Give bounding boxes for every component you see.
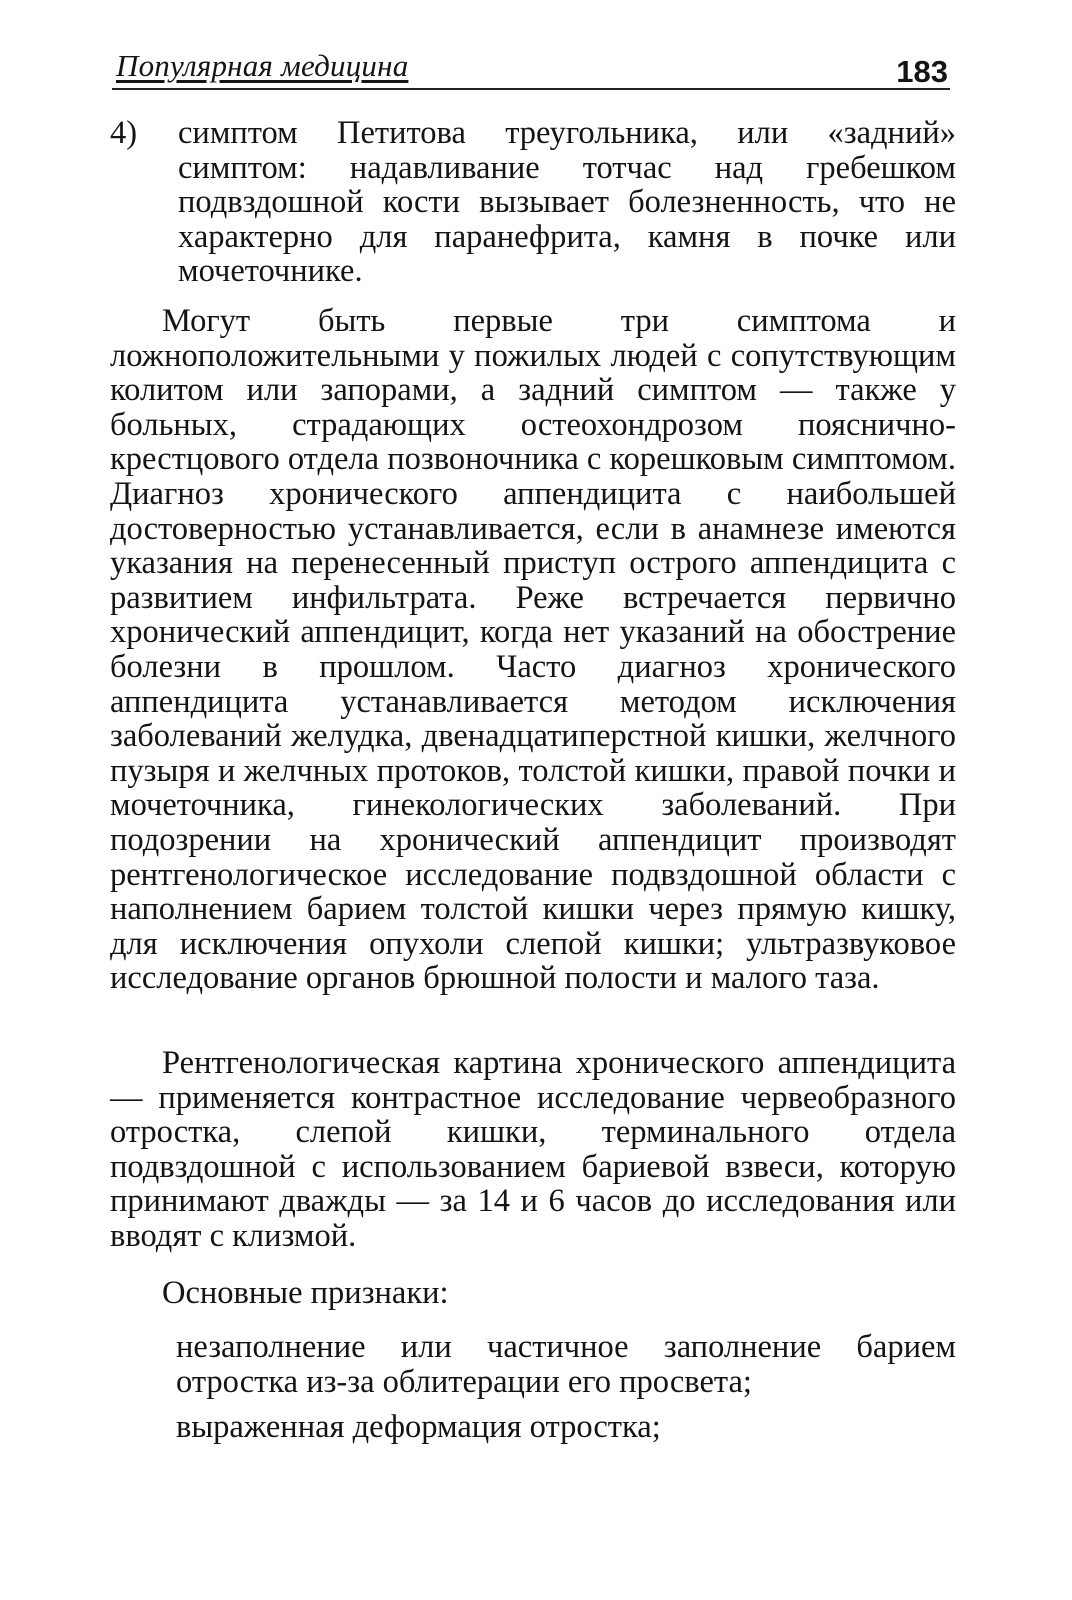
item-marker: 4) — [110, 115, 138, 151]
sign-list-item: выраженная деформация отростка; — [176, 1409, 661, 1445]
running-title: Популярная медицина — [116, 48, 409, 83]
signs-heading: Основные признаки: — [162, 1275, 449, 1311]
numbered-item-4 — [110, 116, 956, 289]
item-text: симптом Петитова треугольника, или «задний» симптом: надавливание тотчас над гребешком подвздошной кости вызывает болезненность, что не характерно для паранефрита, камня в почке или мочеточнике. — [178, 115, 956, 290]
paragraph-diagnosis: Могут быть первые три симптома и ложноположительными у пожилых людей с сопутствующим колитом или запорами, а задний симптом — также у больных, страдающих остеохондрозом пояснично-крестцового отдела позвоночника с корешковым симптомом. Диагноз хронического аппендицита с наибольшей достоверностью устанавливается, если в анамнезе имеются указания на перенесенный приступ острого аппендицита с развитием инфильтрата. Реже встречается первично хронический аппендицит, когда нет указаний на обострение болезни в прошлом. Часто диагноз хронического аппендицита устанавливается методом исключения заболеваний желудка, двенадцатиперстной кишки, желчного пузыря и желчных протоков, толстой кишки, правой почки и мочеточника, гинекологических заболеваний. При подозрении на хронический аппендицит производят рентгенологическое исследование подвздошной области с наполнением барием толстой кишки через прямую кишку, для исключения опухоли слепой кишки; ультразвуковое исследование органов брюшной полости и малого таза. — [110, 303, 956, 997]
page-number: 183 — [896, 54, 948, 89]
sign-list-item: незаполнение или частичное заполнение барием отростка из-за облитерации его просвета; — [176, 1329, 956, 1400]
paragraph-xray: Рентгенологическая картина хронического аппендицита — применяется контрастное исследование червеобразного отростка, слепой кишки, терминального отдела подвздошной с использованием бариевой взвеси, которую принимают дважды — за 14 и 6 часов до исследования или вводят с клизмой. — [110, 1045, 956, 1254]
running-header — [112, 44, 950, 90]
